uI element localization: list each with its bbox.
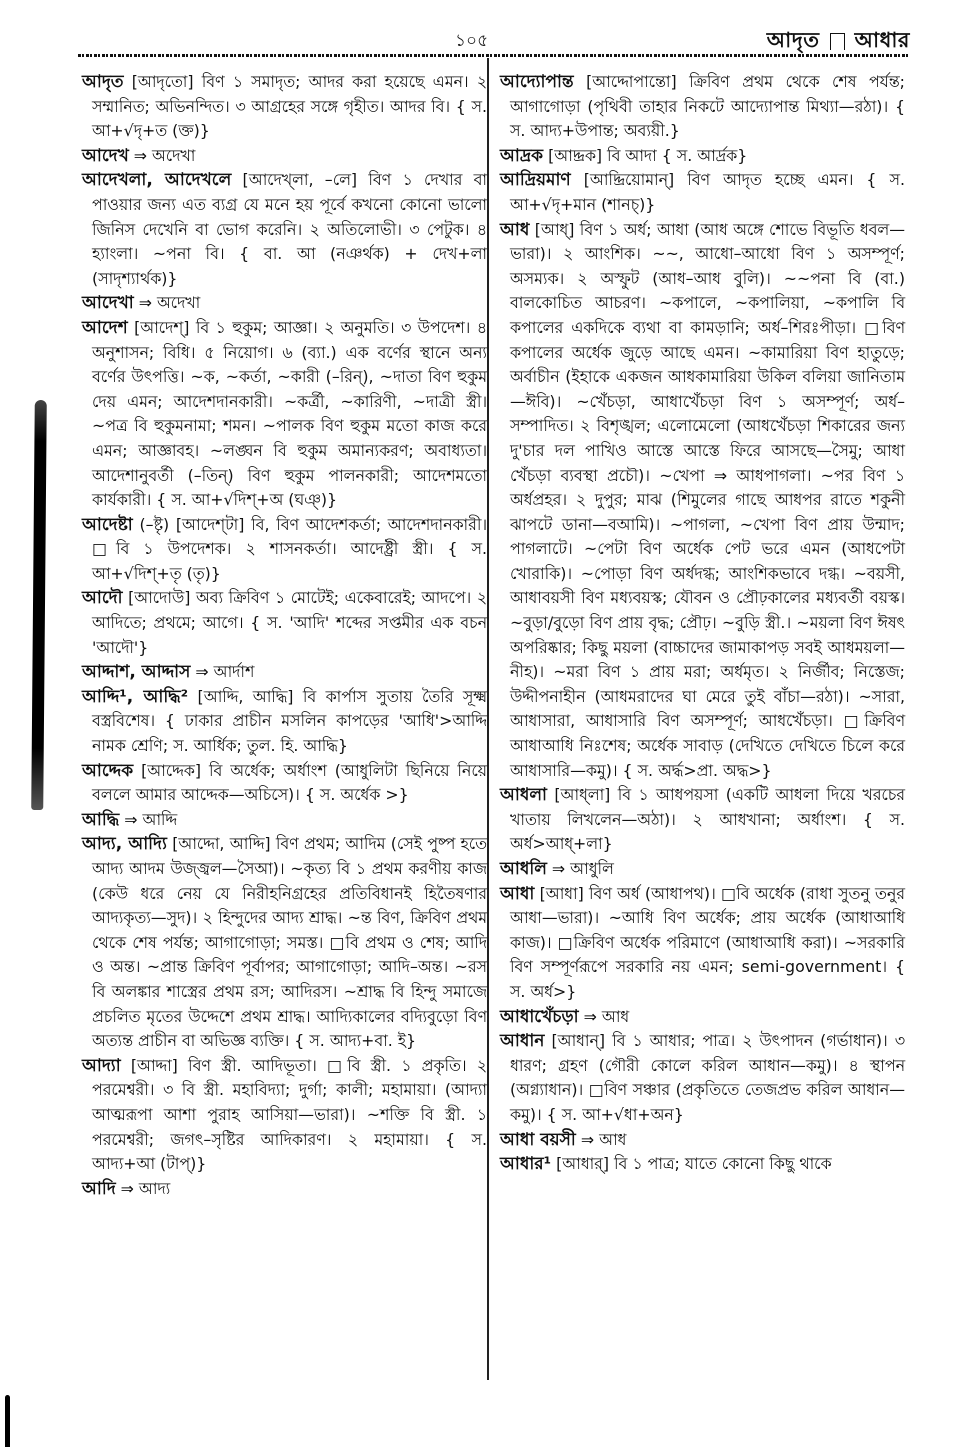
definition: [আধ্লা] বি ১ আধপয়সা (একটি আধলা দিয়ে খরচের খাতায় লিখলেন—অঠা)। ২ আধখানা; অর্ধাংশ। { স. অর্ধ>আধ্+লা} xyxy=(510,785,905,854)
headword: আদ্যোপান্ত xyxy=(500,72,574,92)
dictionary-entry xyxy=(82,759,487,808)
headword: আধলি xyxy=(500,859,547,879)
dictionary-entry xyxy=(82,832,487,1053)
definition: [আদ্দো, আদ্দি] বিণ প্রথম; আদিম (সেই পুষ্প হতে আদ্য আদম উজ্জ্বল—সৈআ)। ~কৃত্য বি ১ প্রথম করণীয় কাজ (কেউ ধরে নেয় যে নিরীহনিগ্রহের প্রতিবিধানই হিতৈষণার আদ্যকৃত্য—সুদ)। ২ হিন্দুদের আদ্য শ্রাদ্ধ। ~ন্ত বিণ, ক্রিবিণ প্রথম থেকে শেষ পর্যন্ত; আগাগোড়া; সমস্ত। □বি প্রথম ও শেষ; আদি ও অন্ত। ~প্রান্ত ক্রিবিণ পূর্বাপর; আগাগোড়া; আদি–অন্ত। ~রস বি অলঙ্কার শাস্ত্রের প্রথম রস; আদিরস। ~শ্রাদ্ধ বি হিন্দু সমাজে প্রচলিত মৃতের উদ্দেশে প্রথম শ্রাদ্ধ। আদ্যিকালের বদ্যিবুড়ো বিণ অত্যন্ত প্রাচীন বা অভিজ্ঞ ব্যক্তি। { স. আদ্য+বা. ই} xyxy=(92,834,487,1051)
headword: আদ্রিয়মাণ xyxy=(500,170,571,191)
definition: [আদ্দোপান্তো] ক্রিবিণ প্রথম থেকে শেষ পর্যন্ত; আগাগোড়া (পৃথিবী তাহার নিকটে আদ্যোপান্ত মিথ্যা—রঠা)। { স. আদ্য+উপান্ত; অব্যয়ী.} xyxy=(510,72,905,141)
page-header xyxy=(80,28,910,52)
dictionary-entry xyxy=(500,70,905,144)
dictionary-entry xyxy=(82,1177,487,1202)
headword: আদ্রক xyxy=(500,145,544,166)
headword: আধলা xyxy=(500,785,547,806)
definition: [আধা] বিণ অর্ধ (আধাপথ)। □বি অর্ধেক (রাধা সুতনু তনুর আধা—ভারা)। ~আধি বিণ অর্ধেক; প্রায় অর্ধেক (আধাআধি কাজ)। □ক্রিবিণ অর্ধেক পরিমাণে (আধাআধি করা)। ~সরকারি বিণ সম্পূর্ণরূপে সরকারি নয় এমন; semi-government। { স. অর্ধ>} xyxy=(510,883,905,1001)
headword: আধার¹ xyxy=(500,1154,552,1175)
dictionary-entry xyxy=(500,1128,905,1153)
cross-reference: ⇒ অদেখা xyxy=(133,145,196,165)
dictionary-entry xyxy=(82,1054,487,1177)
dictionary-entry xyxy=(500,1152,905,1177)
headword: আদেষ্টা xyxy=(82,514,133,535)
definition: [আদেশ্] বি ১ হুকুম; আজ্ঞা। ২ অনুমতি। ৩ উপদেশ। ৪ অনুশাসন; বিধি। ৫ নিয়োগ। ৬ (ব্যা.) এক বর্ণের স্থানে অন্য বর্ণের উৎপত্তি। ~ক, ~কর্তা, ~কারী (–রিন্), ~দাতা বিণ হুকুম দেয় এমন; আদেশদানকারী। ~কর্ত্রী, ~কারিণী, ~দাত্রী স্ত্রী। ~পত্র বি হুকুমনামা; শমন। ~পালক বিণ হুকুম মতো কাজ করে এমন; আজ্ঞাবহ। ~লঙ্ঘন বি হুকুম অমান্যকরণ; অবাধ্যতা। আদেশানুবর্তী (–তিন্) বিণ হুকুম পালনকারী; আদেশমতো কার্যকারী। { স. আ+√দিশ্+অ (ঘঞ্)} xyxy=(92,317,487,510)
scan-artifact-margin-mark xyxy=(31,400,47,810)
column-divider xyxy=(487,58,489,1380)
definition: [আদ্দ্রক] বি আদা { স. আর্দ্রক} xyxy=(548,145,748,165)
right-column xyxy=(500,70,905,1177)
cross-reference: ⇒ অদেখা xyxy=(138,293,201,313)
headword: আদ্দাশ, আদ্দাস xyxy=(82,662,191,683)
dictionary-entry xyxy=(500,857,905,882)
headword: আদেশ xyxy=(82,317,128,338)
dictionary-entry xyxy=(82,808,487,833)
guide-word-last: আধার xyxy=(854,28,910,52)
definition: [আদ্দি, আদ্ধি] বি কার্পাস সুতায় তৈরি সূক্ষ্ম বস্ত্রবিশেষ। { ঢাকার প্রাচীন মসলিন কাপড়ের 'আধি'>আদ্দি নামক শ্রেণি; স. আর্ধিক; তুল. হি. আদ্ধি} xyxy=(92,686,488,756)
headword: আদৃত xyxy=(82,72,124,92)
cross-reference: ⇒ আধ xyxy=(583,1006,630,1026)
headword: আদ্য, আদ্যি xyxy=(82,834,167,855)
headword: আধাখেঁচড়া xyxy=(500,1006,579,1027)
guide-separator-box-icon xyxy=(830,33,845,50)
dictionary-entry xyxy=(500,218,905,784)
dictionary-entry xyxy=(82,513,487,587)
dictionary-entry xyxy=(500,1029,905,1127)
dictionary-entry xyxy=(500,168,905,217)
headword: আদ্যা xyxy=(82,1055,121,1076)
dictionary-entry xyxy=(500,1005,905,1030)
guide-word-first: আদৃত xyxy=(766,28,820,52)
headword: আদি xyxy=(82,1178,116,1199)
cross-reference: ⇒ আদ্দি xyxy=(124,809,178,829)
headword: আদ্ধি xyxy=(82,809,120,830)
dictionary-entry xyxy=(500,144,905,169)
dictionary-entry xyxy=(500,882,905,1005)
dictionary-entry xyxy=(82,168,487,291)
definition: [আদ্দা] বিণ স্ত্রী. আদিভূতা। □বি স্ত্রী. ১ প্রকৃতি। ২ পরমেশ্বরী। ৩ বি স্ত্রী. মহাবিদ্যা; দুর্গা; কালী; মহামায়া। (আদ্যা আত্মরূপা আশা পুরাহ আসিয়া—ভারা)। ~শক্তি বি স্ত্রী. ১ পরমেশ্বরী; জগৎ–সৃষ্টির আদিকারণ। ২ মহামায়া। { স. আদ্য+আ (টাপ্)} xyxy=(92,1055,487,1174)
definition: (–ষ্টৃ) [আদেশ্টা] বি, বিণ আদেশকর্তা; আদেশদানকারী। □বি ১ উপদেশক। ২ শাসনকর্তা। আদেষ্ট্রী স্ত্রী। { স. আ+√দিশ্+তৃ (তৃ)} xyxy=(92,514,487,583)
definition: [আদেখ্লা, –লে] বিণ ১ দেখার বা পাওয়ার জন্য এত ব্যগ্র যে মনে হয় পূর্বে কখনো কোনো ভালো জিনিস দেখেনি বা ভোগ করেনি। ২ অতিলোভী। ৩ পেটুক। ৪ হ্যাংলা। ~পনা বি। { বা. আ (নঞর্থক) + দেখ+লা (সাদৃশ্যার্থক)} xyxy=(92,170,487,288)
definition: [আদোউ] অব্য ক্রিবিণ ১ মোটেই; একেবারেই; আদপে। ২ আদিতে; প্রথমে; আগে। { স. 'আদি' শব্দের সপ্তমীর এক বচন 'আদৌ'} xyxy=(92,588,487,657)
definition: [আধার্] বি ১ পাত্র; যাতে কোনো কিছু থাকে xyxy=(556,1154,832,1174)
dictionary-entry xyxy=(82,70,487,144)
dictionary-entry xyxy=(82,685,487,759)
headword: আদ্দেক xyxy=(82,760,134,781)
page-number: ১০৫ xyxy=(455,31,489,51)
left-column xyxy=(82,70,487,1201)
dictionary-entry xyxy=(500,783,905,857)
headword: আধান xyxy=(500,1031,545,1052)
dictionary-entry xyxy=(82,291,487,316)
headword: আদেখ xyxy=(82,145,129,166)
cross-reference: ⇒ আদ্য xyxy=(120,1178,171,1198)
header-rule xyxy=(78,54,910,57)
definition: [আদ্দেক] বি অর্ধেক; অর্ধাংশ (আধুলিটা ছিনিয়ে নিয়ে বললে আমার আদ্দেক—অচিসে)। { স. অর্ধেক >} xyxy=(92,760,487,805)
headword: আদ্দি¹, আদ্ধি² xyxy=(82,686,189,707)
headword: আদেখলা, আদেখলে xyxy=(82,170,232,191)
scan-artifact-bottom-mark xyxy=(5,1395,10,1447)
definition: [আধ্] বিণ ১ অর্ধ; আধা (আধ অঙ্গে শোভে বিভূতি ধবল—ভারা)। ২ আংশিক। ~~, আধো–আধো বিণ ১ অসম্পূর্ণ; অসম্যক। ২ অস্ফুট (আধ–আধ বুলি)। ~~পনা বি (বা.) বালকোচিত আচরণ। ~কপালে, ~কপালিয়া, ~কপালি বি কপালের একদিকে ব্যথা বা কামড়ানি; অর্ধ–শিরঃপীড়া। □বিণ কপালের অর্ধেক জুড়ে আছে এমন। ~কামারিয়া বিণ হাতুড়ে; অর্বাচীন (ইহাকে একজন আধকামারিয়া উকিল বলিয়া জানিতাম—ঈবি)। ~খেঁচড়া, আধাখেঁচড়া বিণ ১ অসম্পূর্ণ; অর্ধ–সম্পাদিত। ২ বিশৃঙ্খল; এলোমেলো (আধখেঁচড়া শিকারের জন্য দু'চার দল পাখিও আস্তে আস্তে ফিরে আসছে—সৈমু; আধা খেঁচড়া ব্যবস্থা প্রচৌ)। ~খেপা ⇒ আধপাগলা। ~পর বিণ ১ অর্ধপ্রহর। ২ দুপুর; মাঝ (শিমুলের গাছে আধপর রাতে শকুনী ঝাপটে ডানা—বআমি)। ~পাগলা, ~খেপা বিণ প্রায় উন্মাদ; পাগলাটে। ~পেটা বিণ অর্ধেক পেট ভরে এমন (আধপেটা খোরাকি)। ~পোড়া বিণ অর্ধদগ্ধ; আংশিকভাবে দগ্ধ। ~বয়সী, আধাবয়সী বিণ মধ্যবয়স্ক; যৌবন ও প্রৌঢ়কালের মধ্যবর্তী বয়স্ক। ~বুড়া/বুড়ো বিণ প্রায় বৃদ্ধ; প্রৌঢ়। ~বুড়ি স্ত্রী.। ~ময়লা বিণ ঈষৎ অপরিষ্কার; কিছু ময়লা (বাচ্চাদের জামাকাপড় সবই আধময়লা—নীহ)। ~মরা বিণ ১ প্রায় মরা; অর্ধমৃত। ২ নির্জীব; নিস্তেজ; উদ্দীপনাহীন (আধমরাদের ঘা মেরে তুই বাঁচা—রঠা)। ~সারা, আধাসারা, আধাসারি বিণ অসম্পূর্ণ; আধখেঁচড়া। □ক্রিবিণ আধাআধি নিঃশেষ; অর্ধেক সাবাড় (দেখিতে দেখিতে চিলে করে আধাসারি—কমু)। { স. অর্দ্ধ>প্রা. অদ্ধ>} xyxy=(510,219,905,780)
headword: আধ xyxy=(500,219,530,240)
headword: আদৌ xyxy=(82,588,123,609)
dictionary-entry xyxy=(82,660,487,685)
cross-reference: ⇒ আধুলি xyxy=(551,859,614,878)
cross-reference: ⇒ আধ xyxy=(580,1129,627,1149)
dictionary-entry xyxy=(82,586,487,660)
dictionary-entry xyxy=(82,144,487,169)
headword: আধা xyxy=(500,883,535,904)
definition: [আদৃতো] বিণ ১ সমাদৃত; আদর করা হয়েছে এমন। ২ সম্মানিত; অভিনন্দিত। ৩ আগ্রহের সঙ্গে গৃহীত। আদর বি। { স. আ+√দৃ+ত (ক্ত)} xyxy=(92,72,487,141)
dictionary-entry xyxy=(82,316,487,513)
headword: আদেখা xyxy=(82,293,134,314)
cross-reference: ⇒ আর্দাশ xyxy=(195,662,255,682)
definition: [আধান্] বি ১ আধার; পাত্র। ২ উৎপাদন (গর্ভাধান)। ৩ ধারণ; গ্রহণ (গৌরী কোলে করিল আধান—কমু)। ৪ স্থাপন (অগ্ন্যাধান)। □বিণ সঞ্চার (প্রকৃতিতে তেজপ্রভ করিল আধান—কমু)। { স. আ+√ধা+অন} xyxy=(510,1031,905,1124)
headword: আধা বয়সী xyxy=(500,1129,576,1150)
definition: [আদ্দ্রিয়োমান্] বিণ আদৃত হচ্ছে এমন। { স. আ+√দৃ+মান (শানচ্)} xyxy=(510,170,905,214)
